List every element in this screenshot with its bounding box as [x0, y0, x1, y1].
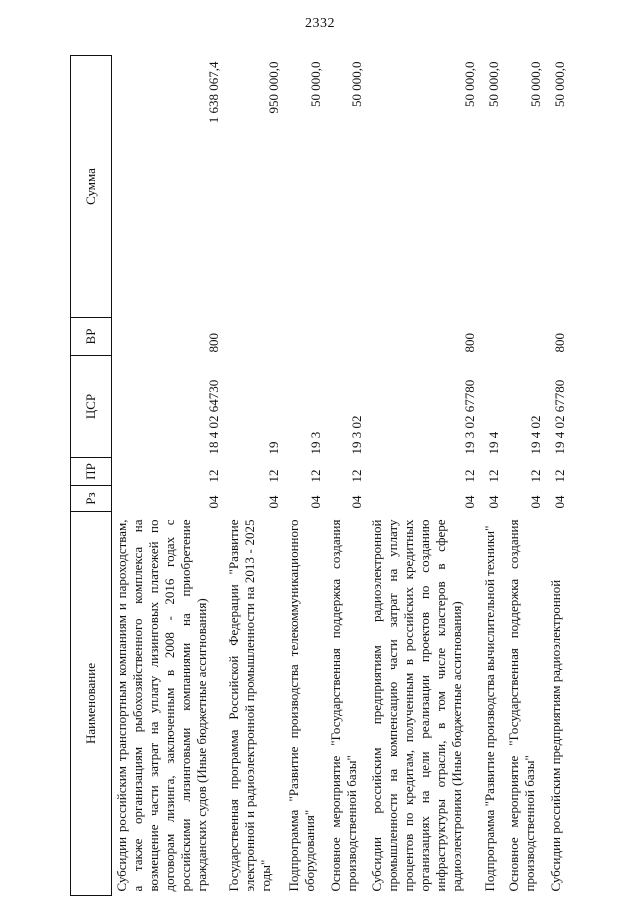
row-rz: 04 [461, 495, 477, 509]
row-sum: 1 638 067,4 [206, 61, 222, 124]
row-csr: 19 [265, 441, 281, 455]
row-vr: 800 [552, 333, 567, 353]
row-vr [224, 318, 283, 356]
table-row [284, 56, 326, 896]
table-row [546, 56, 570, 896]
row-name: Субсидии российским транспортным компаниям и пароходствам, а также организациям рыбохозяйственного комплекса на возмещение части затрат на уплату лизинговых платежей по договорам лизинга, заключенным в 2008 - 2016 годах с российскими лизинговыми компаниями на приобретение гражданских судов (Иные бюджетные ассигнования) [114, 519, 209, 892]
table-row [326, 56, 368, 896]
row-pr: 12 [527, 469, 543, 483]
row-name: Государственная программа Российской Федерации "Развитие электронной и радиоэлектронной промышленности на 2013 - 2025 годы" [226, 519, 274, 892]
row-sum: 50 000,0 [307, 61, 323, 107]
header-vr: ВР [71, 318, 112, 356]
page-number: 2332 [305, 16, 335, 31]
row-name: Основное мероприятие "Государственная поддержка создания производственной базы" [327, 519, 359, 892]
row-vr [284, 318, 326, 356]
table-body [112, 56, 571, 896]
row-rz: 04 [485, 495, 501, 509]
row-name: Субсидии российским предприятиям радиоэлектронной промышленности на компенсацию части затрат на уплату процентов по кредитам, полученным в российских кредитных организациях на цели реализации проектов по созданию инфраструктуры отрасли, в том числе кластеров в сфере радиоэлектроники (Иные бюджетные ассигнования) [369, 519, 465, 892]
row-pr: 12 [307, 469, 323, 483]
header-csr: ЦСР [71, 356, 112, 458]
row-csr: 18 4 02 64730 [206, 379, 222, 455]
row-sum: 50 000,0 [485, 61, 501, 107]
row-sum: 50 000,0 [461, 61, 477, 107]
row-vr: 800 [461, 333, 477, 353]
table-row [504, 56, 546, 896]
table-row [224, 56, 283, 896]
row-rz: 04 [527, 495, 543, 509]
row-vr [326, 318, 368, 356]
row-vr: 800 [206, 333, 222, 353]
header-sum: Сумма [71, 56, 112, 318]
row-sum: 50 000,0 [527, 61, 543, 107]
table-row [367, 56, 479, 896]
row-name: Субсидии российским предприятиям радиоэлектронной [547, 579, 563, 892]
row-pr: 12 [461, 469, 477, 483]
row-csr: 19 4 02 67780 [552, 379, 567, 455]
header-rz: Рз [71, 486, 112, 512]
row-name: Подпрограмма "Развитие производства телекоммуникационного оборудования" [285, 519, 317, 892]
table-row [480, 56, 504, 896]
row-pr: 12 [552, 469, 567, 483]
rotated-table-container [70, 56, 570, 896]
budget-table [70, 55, 570, 896]
row-csr: 19 3 02 [349, 415, 365, 455]
row-vr [504, 318, 546, 356]
row-pr: 12 [349, 469, 365, 483]
row-name: Основное мероприятие "Государственная поддержка создания производственной базы" [505, 519, 537, 892]
row-rz: 04 [552, 495, 567, 509]
row-sum: 50 000,0 [349, 61, 365, 107]
row-csr: 19 4 [485, 431, 501, 455]
row-csr: 19 3 02 67780 [461, 379, 477, 455]
row-rz: 04 [349, 495, 365, 509]
row-pr: 12 [485, 469, 501, 483]
row-pr: 12 [265, 469, 281, 483]
table-row [112, 56, 225, 896]
row-csr: 19 3 [307, 431, 323, 455]
row-sum: 50 000,0 [552, 61, 567, 107]
row-csr: 19 4 02 [527, 415, 543, 455]
row-vr [480, 318, 504, 356]
row-pr: 12 [206, 469, 222, 483]
table-header [71, 56, 112, 896]
header-name: Наименование [71, 512, 112, 896]
row-sum: 950 000,0 [265, 61, 281, 114]
row-rz: 04 [265, 495, 281, 509]
row-name: Подпрограмма "Развитие производства вычислительной техники" [481, 525, 497, 892]
header-pr: ПР [71, 458, 112, 486]
row-rz: 04 [307, 495, 323, 509]
row-rz: 04 [206, 495, 222, 509]
